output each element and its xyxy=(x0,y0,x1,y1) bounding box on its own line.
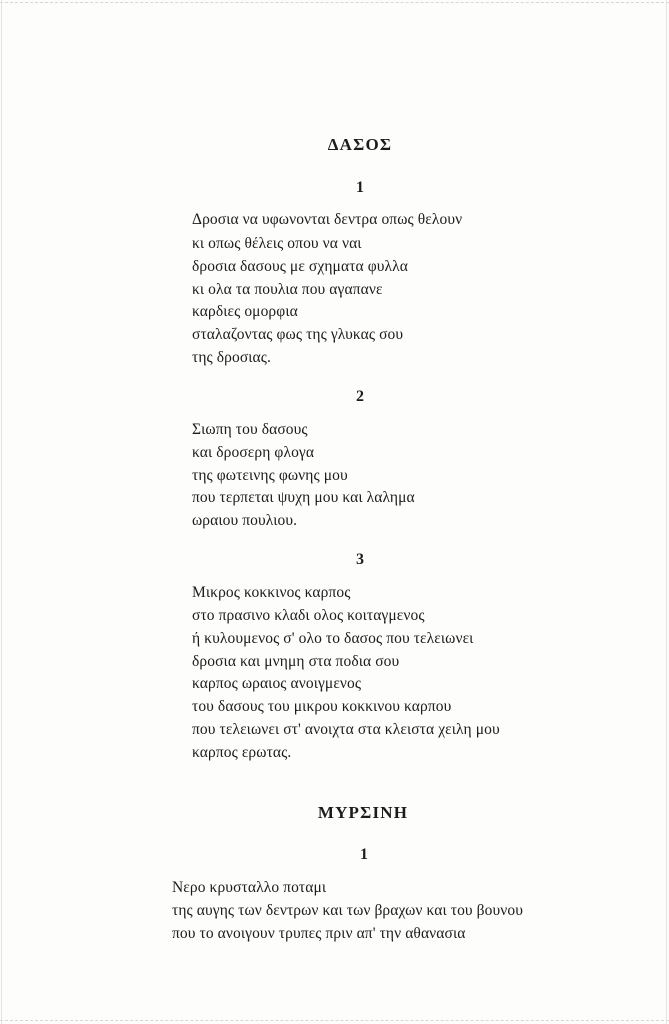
part-number: 2 xyxy=(355,388,365,405)
poem-line: καρδιες ομορφια xyxy=(192,303,298,320)
poem-line: Δροσια να υφωνονται δεντρα οπως θελουν xyxy=(192,211,463,228)
poem-line: δροσια δασους με σχηματα φυλλα xyxy=(192,258,408,275)
poem-line: στο πρασινο κλαδι ολος κοιταγμενος xyxy=(192,607,425,624)
scan-border-bottom xyxy=(0,1020,669,1021)
poem-line: ωραιου πουλιου. xyxy=(192,512,298,529)
poem-line: της αυγης των δεντρων και των βραχων και του βουνου xyxy=(172,902,524,919)
poem-line: Σιωπη του δασους xyxy=(192,421,308,438)
part-number: 1 xyxy=(355,179,365,196)
poem-line: ή κυλουμενος σ' ολο το δασος που τελειωνει xyxy=(192,630,474,647)
poem-line: κι οπως θέλεις οπου να ναι xyxy=(192,235,362,252)
poem-line: που τερπεται ψυχη μου και λαλημα xyxy=(192,489,415,506)
part-number: 3 xyxy=(355,551,365,568)
scan-border-top xyxy=(0,2,669,3)
poem-line: Μικρος κοκκινος καρπος xyxy=(192,584,351,601)
poem-line: σταλαζοντας φως της γλυκας σου xyxy=(192,326,404,343)
section-title: ΜΥΡΣΙΝΗ xyxy=(317,803,409,822)
poem-line: καρπος ωραιος ανοιγμενος xyxy=(192,675,362,692)
poem-line: που το ανοιγουν τρυπες πριν απ' την αθανασια xyxy=(172,925,466,942)
scan-border-left xyxy=(1,0,2,1024)
poem-line: της φωτεινης φωνης μου xyxy=(192,467,348,484)
part-number: 1 xyxy=(359,846,369,863)
section-title: ΔΑΣΟΣ xyxy=(327,135,393,154)
scan-border-right xyxy=(666,0,667,1024)
poem-line: κι ολα τα πουλια που αγαπανε xyxy=(192,281,383,298)
poem-line: Νερο κρυσταλλο ποταμι xyxy=(172,879,327,896)
poem-line: της δροσιας. xyxy=(192,349,271,366)
poem-line: του δασους του μικρου κοκκινου καρπου xyxy=(192,698,452,715)
poem-line: δροσια και μνημη στα ποδια σου xyxy=(192,653,400,670)
poem-line: καρπος ερωτας. xyxy=(192,744,292,761)
poem-line: που τελειωνει στ' ανοιχτα στα κλειστα χειλη μου xyxy=(192,721,500,738)
poem-line: και δροσερη φλογα xyxy=(192,444,315,461)
